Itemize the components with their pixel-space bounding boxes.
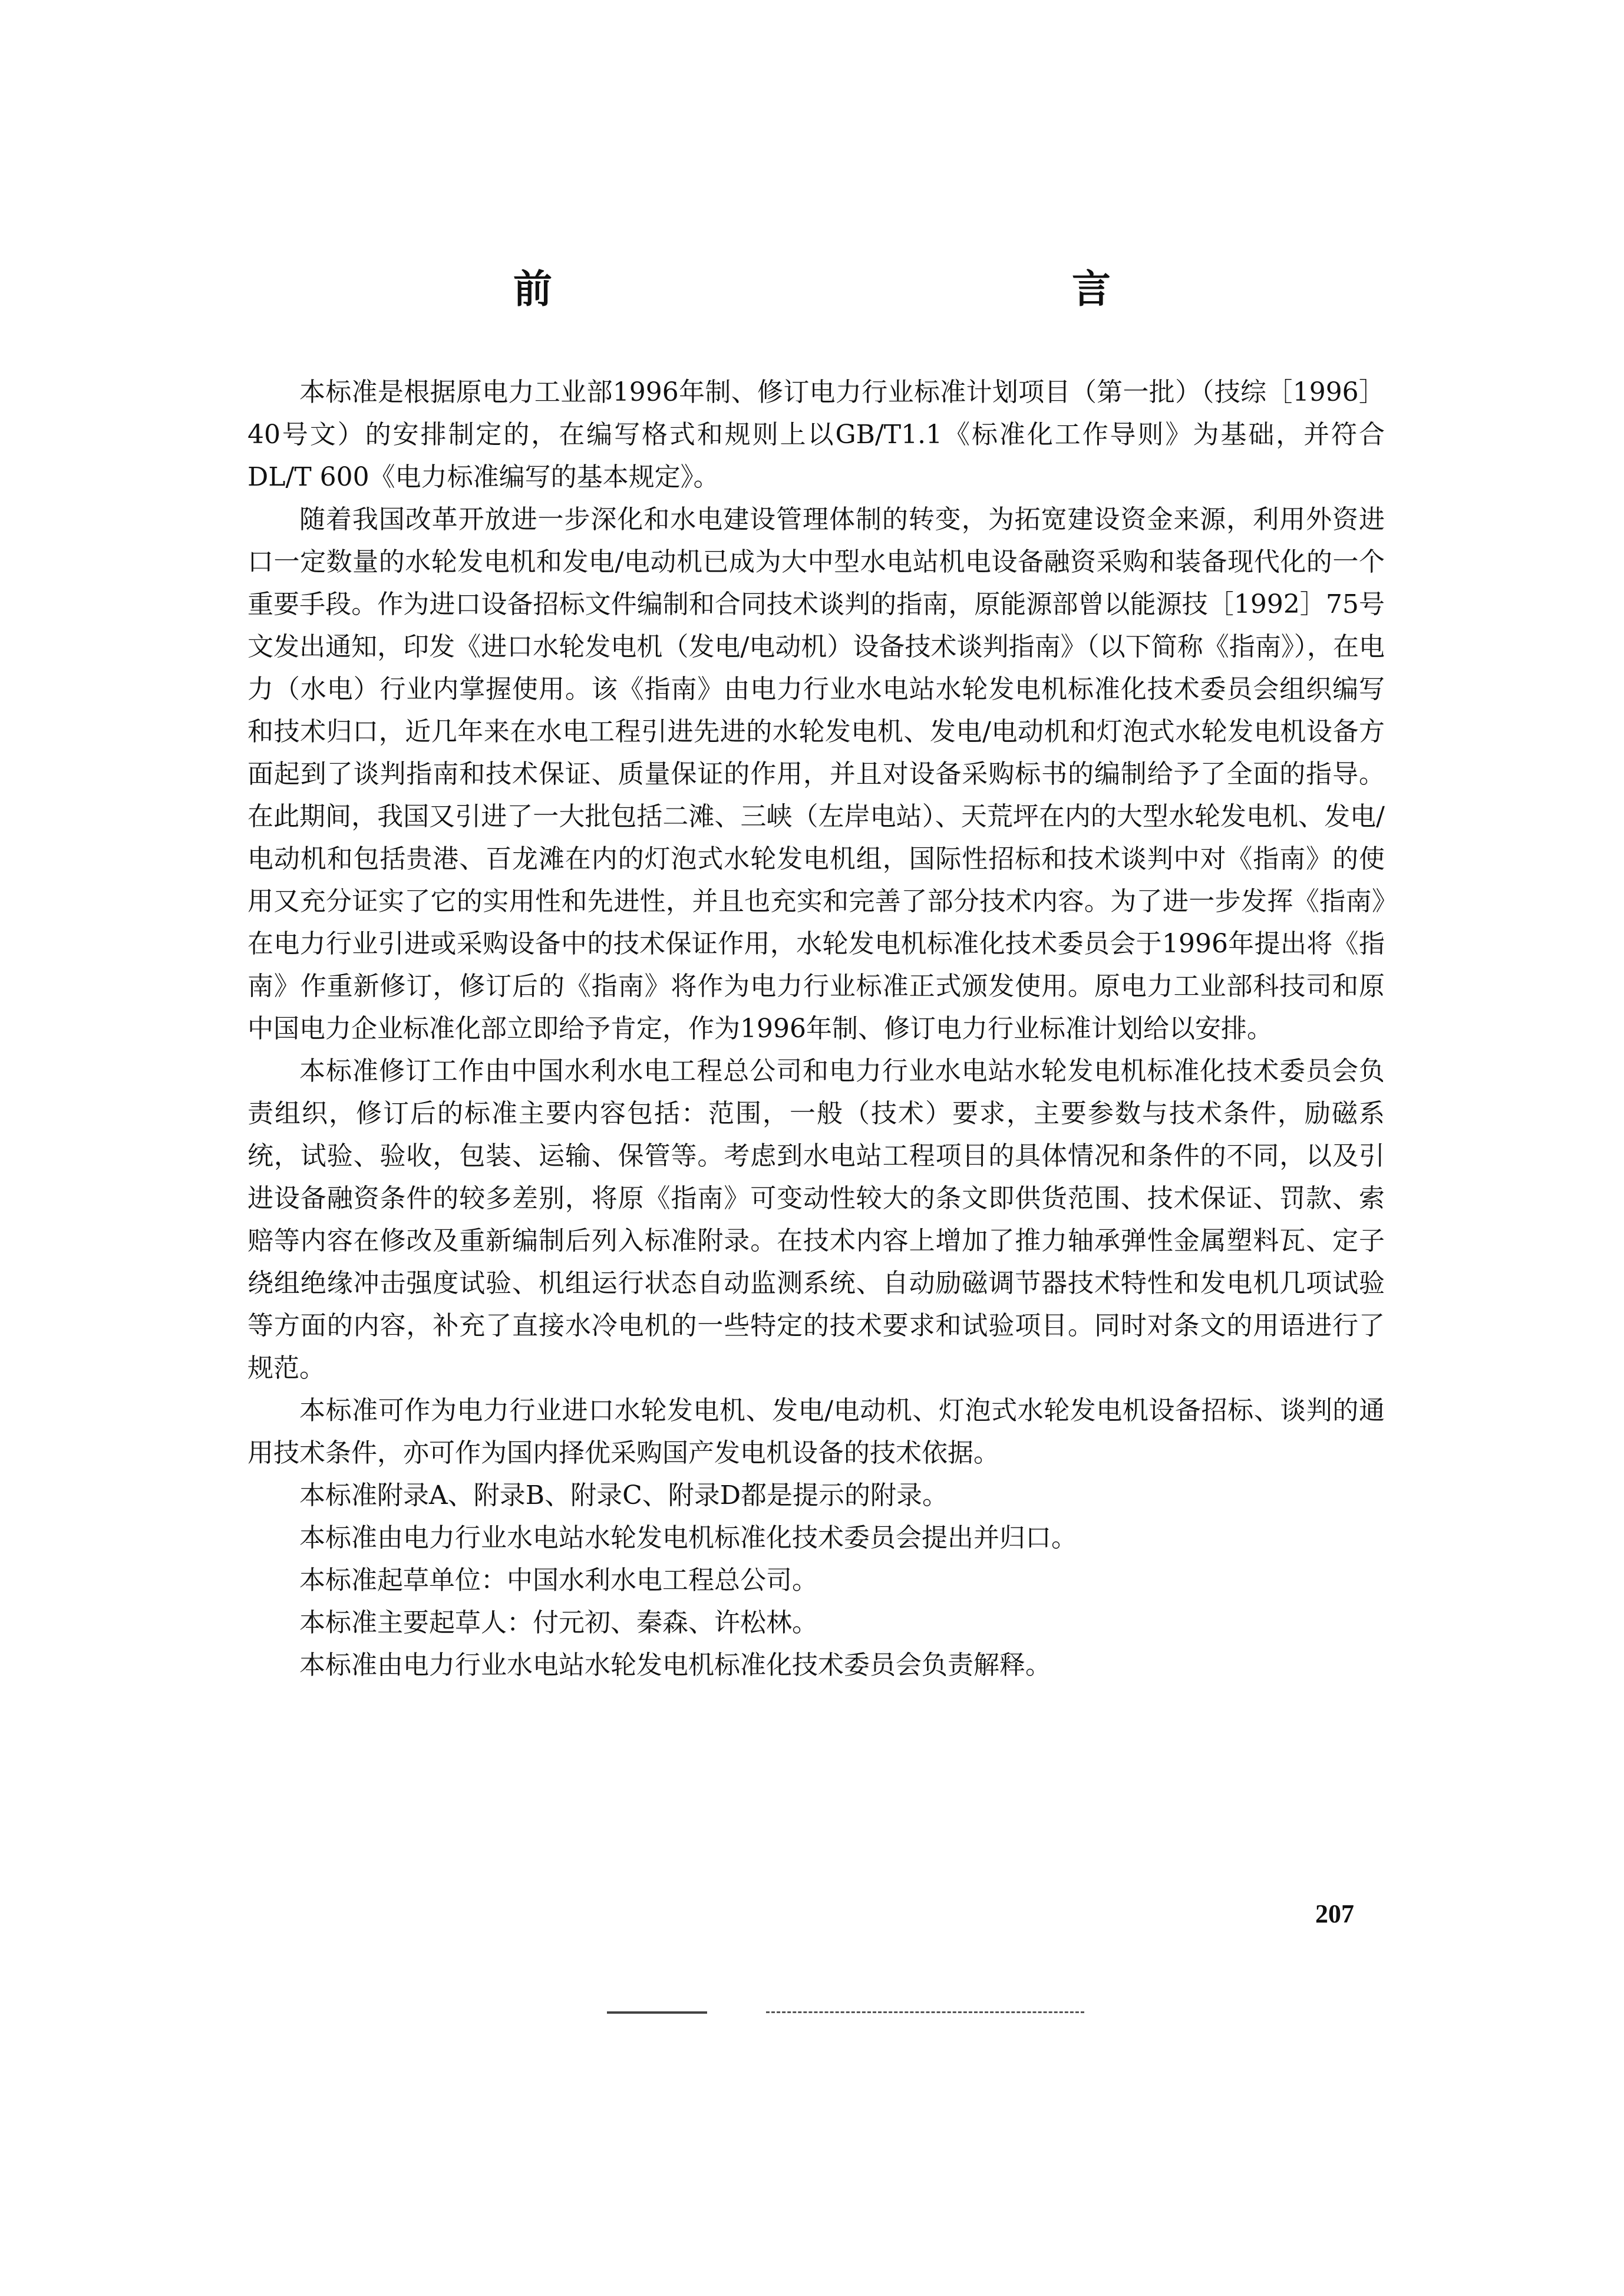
paragraph-drafting-unit: 本标准起草单位：中国水利水电工程总公司。 — [299, 1565, 818, 1595]
footer-divider-left — [607, 2011, 707, 2014]
document-body — [247, 371, 1385, 1687]
page-title: 前 言 — [513, 266, 1258, 312]
footer-divider-right — [766, 2011, 1084, 2013]
paragraph-revision-content: 本标准修订工作由中国水利水电工程总公司和电力行业水电站水轮发电机标准化技术委员会负责组织，修订后的标准主要内容包括：范围，一般（技术）要求，主要参数与技术条件，励磁系统，试验、验收，包装、运输、保管等。考虑到水电站工程项目的具体情况和条件的不同，以及引进设备融资条件的较多差别，将原《指南》可变动性较大的条文即供货范围、技术保证、罚款、索赔等内容在修改及重新编制后列入标准附录。在技术内容上增加了推力轴承弹性金属塑料瓦、定子绕组绝缘冲击强度试验、机组运行状态自动监测系统、自动励磁调节器技术特性和发电机几项试验等方面的内容，补充了直接水冷电机的一些特定的技术要求和试验项目。同时对条文的用语进行了规范。 — [247, 1056, 1385, 1383]
paragraph-basis: 本标准是根据原电力工业部1996年制、修订电力行业标准计划项目（第一批）（技综［1996］40号文）的安排制定的，在编写格式和规则上以GB/T1.1《标准化工作导则》为基础，并符合DL/T 600《电力标准编写的基本规定》。 — [247, 377, 1385, 492]
paragraph-drafters: 本标准主要起草人：付元初、秦森、许松林。 — [299, 1608, 818, 1638]
paragraph-scope: 本标准可作为电力行业进口水轮发电机、发电/电动机、灯泡式水轮发电机设备招标、谈判的通用技术条件，亦可作为国内择优采购国产发电机设备的技术依据。 — [247, 1396, 1385, 1468]
page-number: 207 — [1315, 1899, 1354, 1928]
paragraph-interpretation: 本标准由电力行业水电站水轮发电机标准化技术委员会负责解释。 — [299, 1650, 1051, 1680]
paragraph-proposer: 本标准由电力行业水电站水轮发电机标准化技术委员会提出并归口。 — [299, 1523, 1077, 1553]
paragraph-appendices: 本标准附录A、附录B、附录C、附录D都是提示的附录。 — [299, 1480, 949, 1510]
paragraph-background: 随着我国改革开放进一步深化和水电建设管理体制的转变，为拓宽建设资金来源，利用外资进口一定数量的水轮发电机和发电/电动机已成为大中型水电站机电设备融资采购和装备现代化的一个重要手段。作为进口设备招标文件编制和合同技术谈判的指南，原能源部曾以能源技［1992］75号文发出通知，印发《进口水轮发电机（发电/电动机）设备技术谈判指南》（以下简称《指南》），在电力（水电）行业内掌握使用。该《指南》由电力行业水电站水轮发电机标准化技术委员会组织编写和技术归口，近几年来在水电工程引进先进的水轮发电机、发电/电动机和灯泡式水轮发电机设备方面起到了谈判指南和技术保证、质量保证的作用，并且对设备采购标书的编制给予了全面的指导。在此期间，我国又引进了一大批包括二滩、三峡（左岸电站）、天荒坪在内的大型水轮发电机、发电/电动机和包括贵港、百龙滩在内的灯泡式水轮发电机组，国际性招标和技术谈判中对《指南》的使用又充分证实了它的实用性和先进性，并且也充实和完善了部分技术内容。为了进一步发挥《指南》在电力行业引进或采购设备中的技术保证作用，水轮发电机标准化技术委员会于1996年提出将《指南》作重新修订，修订后的《指南》将作为电力行业标准正式颁发使用。原电力工业部科技司和原中国电力企业标准化部立即给予肯定，作为1996年制、修订电力行业标准计划给以安排。 — [247, 504, 1385, 1044]
